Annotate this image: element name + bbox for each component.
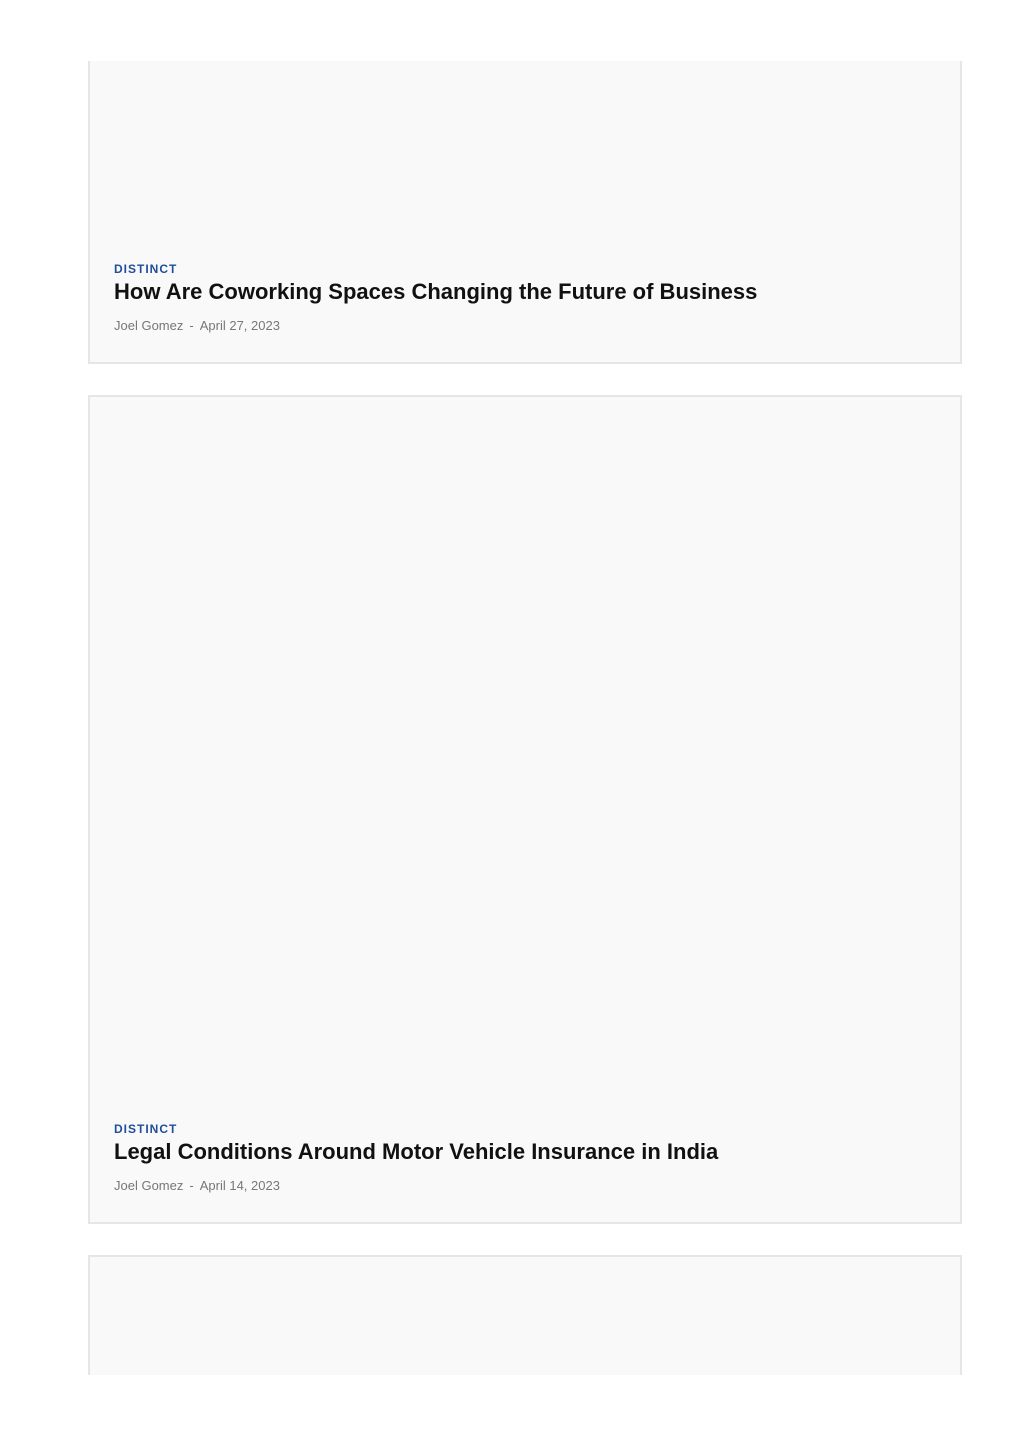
post-category-link[interactable]: DISTINCT (114, 1122, 178, 1136)
post-category-link[interactable]: DISTINCT (114, 262, 178, 276)
post-card-body (114, 262, 936, 334)
post-card-partial[interactable] (88, 1255, 962, 1375)
post-meta (114, 318, 936, 334)
post-author-link[interactable]: Joel Gomez (114, 1178, 184, 1193)
meta-separator: - (189, 318, 194, 333)
post-card-body (114, 1122, 936, 1194)
post-author-link[interactable]: Joel Gomez (114, 318, 184, 333)
post-card[interactable] (88, 61, 962, 364)
post-title-link[interactable]: How Are Coworking Spaces Changing the Future of Business (114, 279, 758, 304)
post-meta (114, 1178, 936, 1194)
post-date: April 14, 2023 (199, 1178, 280, 1193)
meta-separator: - (189, 1178, 194, 1193)
post-date: April 27, 2023 (199, 318, 280, 333)
post-title-link[interactable]: Legal Conditions Around Motor Vehicle Insurance in India (114, 1139, 719, 1164)
post-card[interactable] (88, 395, 962, 1224)
